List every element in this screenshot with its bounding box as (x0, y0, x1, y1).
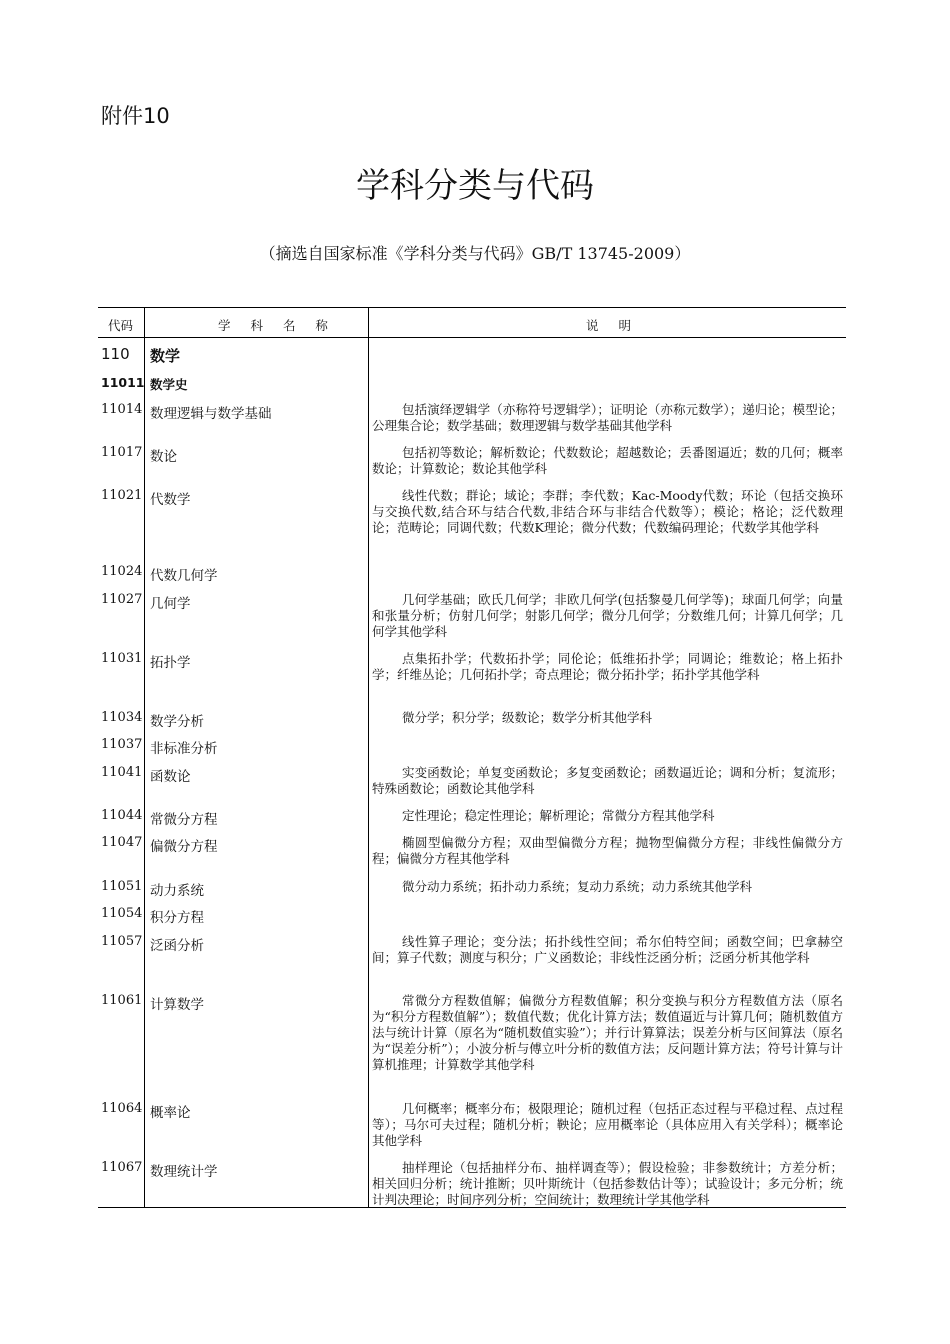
row-name: 积分方程 (150, 910, 204, 926)
row-code: 11027 (101, 592, 143, 607)
column-divider (144, 308, 145, 1207)
row-description: 定性理论；稳定性理论；解析理论；常微分方程其他学科 (402, 808, 715, 823)
row-code: 11064 (101, 1101, 143, 1116)
document-title: 学科分类与代码 (356, 166, 594, 206)
row-name: 概率论 (150, 1105, 191, 1121)
row-code: 11034 (101, 710, 143, 725)
row-name: 代数学 (150, 492, 191, 508)
row-name: 几何学 (150, 596, 191, 612)
row-name: 代数几何学 (150, 568, 218, 584)
row-description: 抽样理论（包括抽样分布、抽样调查等）；假设检验；非参数统计；方差分析；相关回归分析；统计推断；贝叶斯统计（包括参数估计等）；试验设计；多元分析；统计判决理论；时间序列分析；空间统计；数理统计学其他学科 (372, 1160, 843, 1207)
column-divider (368, 308, 369, 1207)
row-name: 数学 (150, 347, 181, 365)
row-description: 包括演绎逻辑学（亦称符号逻辑学）；证明论（亦称元数学）；递归论；模型论；公理集合论；数学基础；数理逻辑与数学基础其他学科 (372, 402, 843, 433)
row-name: 非标准分析 (150, 741, 218, 757)
row-code: 11067 (101, 1160, 143, 1175)
row-code: 11017 (101, 445, 143, 460)
row-code: 11031 (101, 651, 143, 666)
row-name: 函数论 (150, 769, 191, 785)
column-header-code: 代码 (108, 318, 134, 333)
row-name: 拓扑学 (150, 655, 191, 671)
row-name: 数理逻辑与数学基础 (150, 406, 272, 422)
row-name: 数理统计学 (150, 1164, 218, 1180)
document-subtitle: （摘选自国家标准《学科分类与代码》GB/T 13745-2009） (259, 244, 691, 263)
table-header (98, 308, 846, 338)
row-code: 11014 (101, 402, 143, 417)
row-description: 点集拓扑学；代数拓扑学；同伦论；低维拓扑学；同调论；维数论；格上拓扑学；纤维丛论；几何拓扑学；奇点理论；微分拓扑学；拓扑学其他学科 (372, 651, 843, 682)
row-description: 微分学；积分学；级数论；数学分析其他学科 (402, 710, 653, 725)
row-code: 11051 (101, 879, 143, 894)
row-description: 线性代数；群论；域论；李群；李代数；Kac-Moody代数；环论（包括交换环与交换代数,结合环与结合代数,非结合环与非结合代数等）；模论；格论；泛代数理论；范畴论；同调代数；代数K理论；微分代数；代数编码理论；代数学其他学科 (372, 488, 843, 535)
row-name: 计算数学 (150, 997, 204, 1013)
row-description: 实变函数论；单复变函数论；多复变函数论；函数逼近论；调和分析；复流形；特殊函数论；函数论其他学科 (372, 765, 843, 796)
row-description: 微分动力系统；拓扑动力系统；复动力系统；动力系统其他学科 (402, 879, 753, 894)
row-name: 泛函分析 (150, 938, 204, 954)
row-code: 11047 (101, 835, 143, 850)
row-code: 11011 (101, 375, 145, 390)
row-code: 11061 (101, 993, 143, 1008)
row-description: 几何学基础；欧氏几何学；非欧几何学(包括黎曼几何学等)；球面几何学；向量和张量分析；仿射几何学；射影几何学；微分几何学；分数维几何；计算几何学；几何学其他学科 (372, 592, 843, 639)
row-code: 11021 (101, 488, 143, 503)
row-name: 常微分方程 (150, 812, 218, 828)
row-name: 数论 (150, 449, 177, 465)
row-name: 偏微分方程 (150, 839, 218, 855)
row-code: 11044 (101, 808, 143, 823)
row-name: 数学史 (150, 377, 188, 392)
row-description: 包括初等数论；解析数论；代数数论；超越数论；丢番图逼近；数的几何；概率数论；计算数论；数论其他学科 (372, 445, 843, 476)
row-description: 几何概率；概率分布；极限理论；随机过程（包括正态过程与平稳过程、点过程等）；马尔可夫过程；随机分析；鞅论；应用概率论（具体应用入有关学科）；概率论其他学科 (372, 1101, 843, 1148)
row-code: 11041 (101, 765, 143, 780)
row-code: 11037 (101, 737, 143, 752)
row-description: 常微分方程数值解；偏微分方程数值解；积分变换与积分方程数值方法（原名为“积分方程数值解”）；数值代数；优化计算方法；数值逼近与计算几何；随机数值方法与统计计算（原名为“随机数值实验”）；并行计算算法；误差分析与区间算法（原名为“误差分析”）；小波分析与傅立叶分析的数值方法；反问题计算方法；符号计算与计算机推理；计算数学其他学科 (372, 993, 843, 1072)
column-header-name: 学 科 名 称 (218, 318, 336, 333)
column-header-description: 说 明 (586, 318, 639, 333)
attachment-label: 附件10 (101, 104, 170, 128)
row-description: 椭圆型偏微分方程；双曲型偏微分方程；抛物型偏微分方程；非线性偏微分方程；偏微分方程其他学科 (372, 835, 843, 866)
row-code: 110 (101, 345, 130, 363)
discipline-table (98, 307, 846, 1208)
row-description: 线性算子理论；变分法；拓扑线性空间；希尔伯特空间；函数空间；巴拿赫空间；算子代数；测度与积分；广义函数论；非线性泛函分析；泛函分析其他学科 (372, 934, 843, 965)
row-code: 11057 (101, 934, 143, 949)
row-name: 数学分析 (150, 714, 204, 730)
row-name: 动力系统 (150, 883, 204, 899)
row-code: 11024 (101, 564, 143, 579)
row-code: 11054 (101, 906, 143, 921)
